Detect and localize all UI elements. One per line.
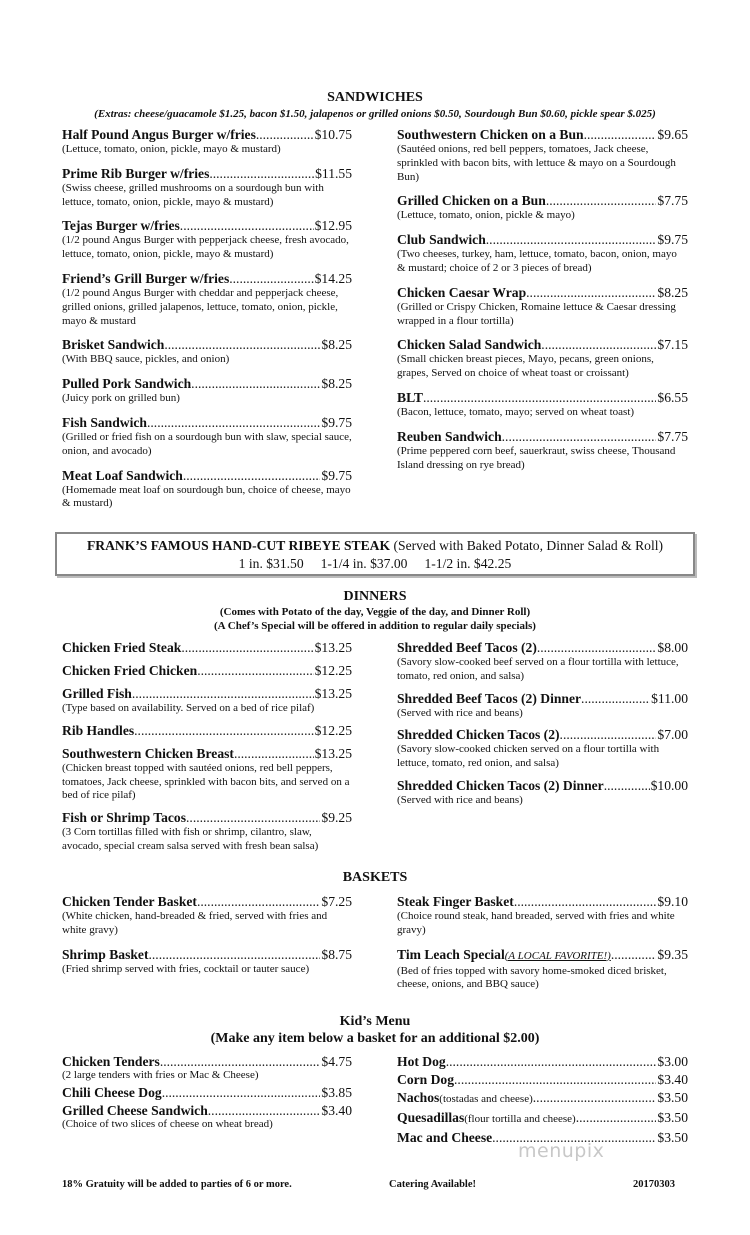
menu-item-price: $7.00: [657, 727, 688, 743]
menu-item-line: [62, 1053, 352, 1070]
menu-item-price: $7.25: [321, 894, 352, 909]
menu-item-name: Rib Handles: [62, 722, 135, 738]
menu-item-price: $12.25: [314, 663, 352, 678]
menu-item-name: Grilled Fish: [62, 686, 132, 701]
menu-item: [62, 217, 352, 262]
menu-item-name: Chicken Tender Basket: [62, 894, 197, 909]
dinners-title: DINNERS: [343, 589, 407, 604]
menu-item-price: $14.25: [314, 270, 352, 286]
menu-item-description: (Small chicken breast pieces, Mayo, pecans, green onions, grapes, Served on choice of wheat toast or croissant): [397, 353, 654, 380]
menu-item-price: $9.75: [657, 232, 688, 248]
leader-dots: [164, 336, 320, 353]
menu-item-price: $11.55: [315, 165, 352, 181]
leader-dots: [160, 1053, 321, 1070]
sandwiches-title: SANDWICHES: [327, 90, 423, 105]
menu-item: [397, 726, 688, 771]
menu-item-line: [397, 231, 688, 248]
menu-item-name: Hot Dog: [397, 1054, 446, 1069]
leader-dots: [576, 1109, 657, 1126]
dinners-subtitle-2: (A Chef’s Special will be offered in addition to regular daily specials): [214, 620, 536, 632]
leader-dots: [446, 1053, 657, 1070]
menu-item-description: (Choice of two slices of cheese on wheat bread): [62, 1117, 273, 1130]
menu-item-name: Club Sandwich: [397, 232, 486, 248]
dinners-right-column: [397, 639, 688, 814]
menu-item-description: (Chicken breast topped with sautéed onions, red bell peppers, tomatoes, Jack cheese, sprinkled with bacon bits, and served on a bed of rice pilaf): [62, 761, 350, 802]
menu-item-price: $9.75: [321, 467, 352, 483]
leader-dots: [147, 414, 320, 431]
menu-item: [397, 946, 688, 993]
sandwiches-right-column: [397, 126, 688, 480]
menu-item: [62, 639, 352, 656]
watermark-logo: menupix: [518, 1140, 605, 1162]
menu-item-note: (tostadas and cheese): [439, 1093, 533, 1105]
leader-dots: [234, 745, 314, 762]
menu-item-name: Chicken Salad Sandwich: [397, 337, 542, 353]
menu-item: [62, 893, 352, 938]
leader-dots: [546, 192, 657, 209]
menu-item-line: [397, 1071, 688, 1088]
menu-item-description: (With BBQ sauce, pickles, and onion): [62, 353, 230, 366]
leader-dots: [502, 428, 657, 445]
menu-item: [62, 467, 352, 512]
menu-item-description: (Bed of fries topped with savory home-smoked diced brisket, cheese, onions, and BBQ sauce): [397, 964, 667, 991]
menu-item-name: Prime Rib Burger w/fries: [62, 165, 210, 181]
leader-dots: [560, 726, 657, 743]
menu-item-name: Grilled Chicken on a Bun: [397, 193, 546, 209]
leader-dots: [149, 946, 321, 963]
steak-sizes: 1 in. $31.50 1-1/4 in. $37.00 1-1/2 in. $42.25: [238, 556, 512, 571]
menu-item: [62, 722, 352, 739]
baskets-left-column: [62, 893, 352, 984]
menu-item: [62, 745, 352, 803]
menu-item-name: Friend’s Grill Burger w/fries: [62, 270, 230, 286]
menu-item-description: (Sautéed onions, red bell peppers, tomatoes, Jack cheese, sprinkled with bacon bits, with lettuce & mayo on a Sourdough Bun): [397, 143, 676, 183]
menu-item-line: [62, 414, 352, 431]
leader-dots: [581, 690, 650, 707]
leader-dots: [209, 165, 314, 182]
menu-item-line: [397, 690, 688, 707]
leader-dots: [132, 685, 314, 702]
leader-dots: [134, 722, 313, 739]
menu-item-price: $9.10: [657, 894, 688, 909]
catering-note: Catering Available!: [389, 1179, 477, 1190]
menu-item: [397, 1071, 688, 1088]
menu-item-price: $13.25: [314, 640, 352, 655]
menu-item-description: (Lettuce, tomato, onion, pickle & mayo): [397, 209, 575, 222]
menu-item-price: $3.40: [657, 1072, 688, 1087]
menu-item-line: [62, 809, 352, 826]
menu-item-name: Half Pound Angus Burger w/fries: [62, 127, 256, 142]
kids-right-column: [397, 1053, 688, 1147]
menu-item-line: [397, 126, 688, 143]
menu-item-line: [62, 336, 352, 353]
kids-left-column: [62, 1053, 352, 1133]
menu-item-line: [62, 722, 352, 739]
steak-title: FRANK’S FAMOUS HAND-CUT RIBEYE STEAK: [86, 538, 391, 553]
menu-item-line: [397, 192, 688, 209]
menu-item: [397, 284, 688, 329]
menu-item: [397, 1053, 688, 1070]
menu-item: [62, 1102, 352, 1132]
menu-code: 20170303: [633, 1179, 675, 1190]
steak-box: [55, 532, 695, 576]
menu-item: [397, 893, 688, 938]
menu-item: [397, 639, 688, 684]
menu-item-name: Chili Cheese Dog: [62, 1084, 162, 1100]
menu-item: [397, 192, 688, 223]
leader-dots: [541, 336, 656, 353]
menu-item-line: [397, 726, 688, 743]
menu-item-line: [397, 893, 688, 910]
menu-item-name: Brisket Sandwich: [62, 337, 165, 353]
leader-dots: [191, 375, 320, 392]
menu-item-line: [62, 217, 352, 234]
menu-item-line: [62, 165, 352, 182]
menu-item-name: Shredded Beef Tacos (2): [397, 640, 537, 655]
menu-item-name: BLT: [397, 389, 423, 405]
menu-item-price: $8.00: [657, 640, 688, 655]
leader-dots: [180, 217, 314, 234]
menu-item-price: $13.25: [314, 745, 352, 761]
menu-item-price: $3.50: [657, 1130, 688, 1145]
leader-dots: [183, 467, 321, 484]
menu-item-description: (Type based on availability. Served on a bed of rice pilaf): [62, 702, 315, 714]
menu-item-line: [397, 1089, 688, 1108]
menu-item-price: $3.50: [657, 1110, 688, 1125]
menu-item-line: [62, 126, 352, 143]
leader-dots: [537, 639, 657, 656]
baskets-right-column: [397, 893, 688, 1000]
menu-item-description: (Lettuce, tomato, onion, pickle, mayo & mustard): [62, 143, 281, 155]
menu-item-price: $4.75: [321, 1054, 352, 1069]
menu-item-price: $8.25: [321, 337, 352, 353]
menu-item-name: Shredded Beef Tacos (2) Dinner: [397, 690, 582, 706]
kids-title: Kid’s Menu: [339, 1014, 411, 1029]
menu-item-name: Southwestern Chicken Breast: [62, 745, 234, 761]
menu-item-price: $7.75: [657, 428, 688, 444]
menu-item: [397, 777, 688, 808]
leader-dots: [208, 1102, 321, 1119]
leader-dots: [423, 389, 656, 406]
menu-item-line: [62, 1084, 352, 1101]
menu-item-line: [62, 270, 352, 287]
menu-item-description: (Served with rice and beans): [397, 706, 523, 719]
menu-item: [62, 375, 352, 406]
menu-item: [397, 1089, 688, 1108]
menu-item-price: $9.75: [321, 414, 352, 430]
menu-item-name: Chicken Fried Chicken: [62, 663, 198, 678]
menu-item-name: Shrimp Basket: [62, 946, 149, 962]
menu-item-price: $3.00: [657, 1054, 688, 1069]
menu-item: [62, 336, 352, 367]
menu-item-note: (flour tortilla and cheese): [464, 1113, 576, 1125]
menu-item-line: [62, 893, 352, 910]
menu-item-name: Grilled Cheese Sandwich: [62, 1102, 208, 1118]
menu-item-description: (Savory slow-cooked chicken served on a flour tortilla with lettuce, tomato, red onion, and salsa): [397, 743, 660, 770]
menu-item-line: [397, 428, 688, 445]
menu-item-line: [397, 389, 688, 406]
dinners-left-column: [62, 639, 352, 860]
leader-dots: [256, 126, 314, 143]
menu-item-price: $9.25: [321, 810, 352, 826]
menu-item: [397, 1109, 688, 1128]
menu-item-price: $11.00: [651, 690, 688, 706]
menu-item-description: (White chicken, hand-breaded & fried, served with fries and white gravy): [62, 910, 328, 936]
menu-item-name: Tejas Burger w/fries: [62, 218, 180, 234]
menu-item-price: $3.50: [657, 1090, 688, 1105]
menu-item-description: (Juicy pork on grilled bun): [62, 392, 180, 405]
menu-item: [62, 662, 352, 679]
menu-item: [62, 685, 352, 716]
menu-item-name: Steak Finger Basket: [397, 894, 514, 909]
leader-dots: [526, 284, 656, 301]
menu-item: [62, 946, 352, 977]
menu-item-description: (1/2 pound Angus Burger with pepperjack cheese, fresh avocado, lettuce, tomato, onion, pickle, mayo & mustard): [62, 234, 349, 261]
menu-item: [62, 809, 352, 854]
menu-item-price: $7.15: [657, 337, 688, 353]
menu-item: [397, 428, 688, 473]
menu-item-price: $3.40: [321, 1102, 352, 1118]
sandwiches-extras: (Extras: cheese/guacamole $1.25, bacon $1.50, jalapenos or grilled onions $0.50, Sourdough Bun $0.60, pickle spear $.025): [94, 108, 656, 120]
leader-dots: [229, 270, 313, 287]
menu-item-description: (Choice round steak, hand breaded, served with fries and white gravy): [397, 910, 675, 936]
menu-item: [397, 231, 688, 276]
menu-item-name: Meat Loaf Sandwich: [62, 467, 183, 483]
menu-item-price: $9.65: [657, 127, 688, 142]
menu-item-name: Mac and Cheese: [397, 1130, 493, 1145]
menu-item-name: Chicken Caesar Wrap: [397, 284, 527, 300]
menu-item-description: (1/2 pound Angus Burger with cheddar and pepperjack cheese, grilled onions, grilled jalapenos, lettuce, tomato, onion, pickle, mayo & mustard: [62, 286, 339, 327]
menu-item-price: $7.75: [657, 193, 688, 209]
leader-dots: [584, 126, 657, 143]
menu-item: [62, 270, 352, 328]
menu-item: [62, 1084, 352, 1101]
leader-dots: [514, 893, 657, 910]
leader-dots: [186, 809, 320, 826]
menu-item-price: $3.85: [321, 1084, 352, 1100]
menu-item-line: [397, 336, 688, 353]
menu-item-description: (Prime peppered corn beef, sauerkraut, swiss cheese, Thousand Island dressing on rye bread): [397, 444, 676, 471]
menu-item-line: [62, 375, 352, 392]
menu-item-line: [62, 946, 352, 963]
menu-item-name: Fish Sandwich: [62, 414, 147, 430]
menu-item-name: Corn Dog: [397, 1072, 455, 1087]
menu-item-description: (Homemade meat loaf on sourdough bun, choice of cheese, mayo & mustard): [62, 483, 351, 510]
menu-item-name: Reuben Sandwich: [397, 428, 502, 444]
menu-item-price: $9.35: [657, 946, 688, 962]
menu-item-description: (Grilled or Crispy Chicken, Romaine lettuce & Caesar dressing wrapped in a flour tortilla): [397, 300, 676, 327]
menu-item-name: Nachos: [397, 1090, 440, 1105]
menu-item-line: [397, 284, 688, 301]
menu-item-description: (3 Corn tortillas filled with fish or shrimp, cilantro, slaw, avocado, special cream salsa served with fresh bean salsa): [62, 826, 319, 852]
menu-item-line: [62, 662, 352, 679]
menu-item: [397, 336, 688, 381]
menu-item: [62, 165, 352, 210]
steak-note: (Served with Baked Potato, Dinner Salad & Roll): [390, 538, 664, 553]
menu-item: [397, 389, 688, 420]
menu-item-description: (Savory slow-cooked beef served on a flour tortilla with lettuce, tomato, red onion, and salsa): [397, 656, 679, 682]
menu-item-price: $8.75: [321, 946, 352, 962]
menu-item-price: $12.95: [314, 218, 352, 234]
leader-dots: [181, 639, 313, 656]
menu-item-description: (Grilled or fried fish on a sourdough bun with slaw, special sauce, onion, and avocado): [62, 430, 352, 457]
menu-item-note: (A LOCAL FAVORITE!): [504, 949, 611, 962]
menu-item: [62, 414, 352, 459]
menu-item-price: $13.25: [314, 686, 352, 701]
menu-item-line: [62, 745, 352, 762]
menu-item-line: [62, 685, 352, 702]
menu-item-name: Shredded Chicken Tacos (2) Dinner: [397, 777, 604, 793]
menu-item-name: Chicken Tenders: [62, 1054, 160, 1069]
menu-item-description: (Bacon, lettuce, tomato, mayo; served on wheat toast): [397, 405, 635, 418]
menu-item-line: [62, 639, 352, 656]
leader-dots: [162, 1084, 321, 1101]
menu-item-price: $10.00: [650, 777, 688, 793]
menu-item-description: (Served with rice and beans): [397, 793, 523, 806]
menu-item-price: $8.25: [657, 284, 688, 300]
menu-item-line: [397, 777, 688, 794]
leader-dots: [486, 231, 657, 248]
gratuity-note: 18% Gratuity will be added to parties of 6 or more.: [62, 1179, 292, 1190]
menu-item-name: Southwestern Chicken on a Bun: [397, 127, 584, 142]
menu-item-name: Pulled Pork Sandwich: [62, 376, 192, 392]
menu-item-description: (Swiss cheese, grilled mushrooms on a sourdough bun with lettuce, tomato, onion, pickle, mayo & mustard): [62, 181, 324, 208]
menu-item-description: (Two cheeses, turkey, ham, lettuce, tomato, bacon, onion, mayo & mustard; choice of 2 or 3 pieces of bread): [397, 248, 677, 274]
menu-item-price: $6.55: [657, 389, 688, 405]
leader-dots: [197, 893, 320, 910]
menu-item-description: (2 large tenders with fries or Mac & Cheese): [62, 1069, 259, 1081]
leader-dots: [197, 662, 313, 679]
menu-item: [397, 690, 688, 721]
menu-item-description: (Fried shrimp served with fries, cocktail or tauter sauce): [62, 962, 310, 975]
menu-item-line: [397, 1109, 688, 1128]
menu-item: [397, 126, 688, 184]
dinners-subtitle-1: (Comes with Potato of the day, Veggie of the day, and Dinner Roll): [219, 606, 531, 618]
sandwiches-left-column: [62, 126, 352, 519]
menu-item-price: $8.25: [321, 376, 352, 392]
menu-item-line: [397, 946, 688, 965]
leader-dots: [533, 1089, 657, 1106]
baskets-title: BASKETS: [342, 870, 408, 885]
leader-dots: [454, 1071, 656, 1088]
menu-item-price: $10.75: [314, 127, 352, 142]
menu-item-name: Tim Leach Special: [397, 946, 505, 962]
menu-item-line: [397, 639, 688, 656]
menu-item-line: [62, 1102, 352, 1119]
menu-item-name: Fish or Shrimp Tacos: [62, 810, 187, 826]
menu-item-name: Shredded Chicken Tacos (2): [397, 727, 560, 743]
kids-subtitle: (Make any item below a basket for an additional $2.00): [210, 1031, 540, 1046]
leader-dots: [604, 777, 650, 794]
menu-item-price: $12.25: [314, 722, 352, 738]
menu-item: [62, 1053, 352, 1083]
menu-item-name: Quesadillas: [397, 1110, 465, 1125]
menu-item-line: [62, 467, 352, 484]
menu-item-line: [397, 1053, 688, 1070]
menu-item: [62, 126, 352, 157]
menu-item-name: Chicken Fried Steak: [62, 640, 182, 655]
leader-dots: [611, 946, 657, 963]
